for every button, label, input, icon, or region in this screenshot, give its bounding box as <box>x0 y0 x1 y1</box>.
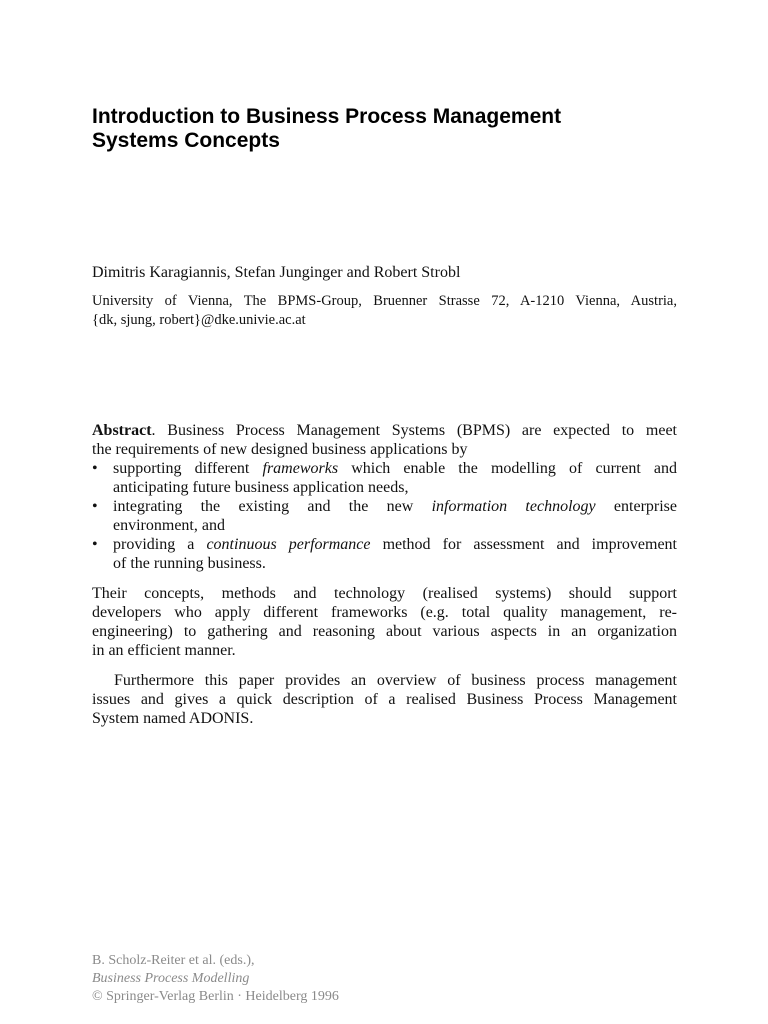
bullet-text: enterprise <box>595 498 678 515</box>
list-item <box>92 497 677 535</box>
bullet-text-continuation: of the running business. <box>113 555 266 572</box>
paragraph-line: developers who apply different frameworks (e.g. total quality management, re- <box>92 604 677 621</box>
affiliation <box>92 292 677 330</box>
bullet-text: which enable the modelling of current and <box>338 460 678 477</box>
abstract-bullet-list <box>92 459 677 573</box>
title-line-1: Introduction to Business Process Management <box>92 105 562 128</box>
bullet-text: method for assessment and improvement <box>370 536 677 553</box>
footer-editors: B. Scholz-Reiter et al. (eds.), <box>92 953 255 968</box>
bullet-text: providing a <box>113 536 207 553</box>
footer-book-title: Business Process Modelling <box>92 971 250 986</box>
abstract-paragraph-2 <box>92 584 677 660</box>
footer-citation <box>92 952 339 988</box>
bullet-emphasis: information technology <box>431 498 596 515</box>
bullet-icon: • <box>92 460 98 477</box>
publication-footer <box>92 952 339 1006</box>
bullet-text-continuation: environment, and <box>113 517 225 534</box>
paragraph-line: engineering) to gathering and reasoning about various aspects in an organization <box>92 623 677 640</box>
author-list: Dimitris Karagiannis, Stefan Junginger and Robert Strobl <box>92 264 461 281</box>
bullet-icon: • <box>92 498 98 515</box>
paragraph-line: Furthermore this paper provides an overview of business process management <box>114 672 677 689</box>
paragraph-line: Their concepts, methods and technology (realised systems) should support <box>92 585 677 602</box>
paragraph-line: System named ADONIS. <box>92 710 254 727</box>
affiliation-line-1: University of Vienna, The BPMS-Group, Bruenner Strasse 72, A-1210 Vienna, Austria, <box>92 293 677 309</box>
abstract-paragraph-3 <box>92 671 677 728</box>
list-item <box>92 535 677 573</box>
abstract-section <box>92 421 677 728</box>
abstract-intro-line-2: the requirements of new designed business applications by <box>92 441 468 458</box>
bullet-emphasis: continuous performance <box>206 536 371 553</box>
bullet-text: integrating the existing and the new <box>113 498 432 515</box>
bullet-text: supporting different <box>113 460 263 477</box>
bullet-text-continuation: anticipating future business application needs, <box>113 479 409 496</box>
bullet-emphasis: frameworks <box>262 460 339 477</box>
title-line-2: Systems Concepts <box>92 129 280 152</box>
abstract-intro <box>92 421 677 459</box>
footer-copyright: © Springer-Verlag Berlin · Heidelberg 1996 <box>92 989 339 1004</box>
paragraph-line: in an efficient manner. <box>92 642 236 659</box>
abstract-label: Abstract <box>92 422 152 439</box>
paper-title <box>92 105 692 153</box>
affiliation-emails: {dk, sjung, robert}@dke.univie.ac.at <box>92 312 306 328</box>
paragraph-line: issues and gives a quick description of a realised Business Process Management <box>92 691 677 708</box>
bullet-icon: • <box>92 536 98 553</box>
list-item <box>92 459 677 497</box>
abstract-intro-line-1: . Business Process Management Systems (BPMS) are expected to meet <box>151 422 677 439</box>
